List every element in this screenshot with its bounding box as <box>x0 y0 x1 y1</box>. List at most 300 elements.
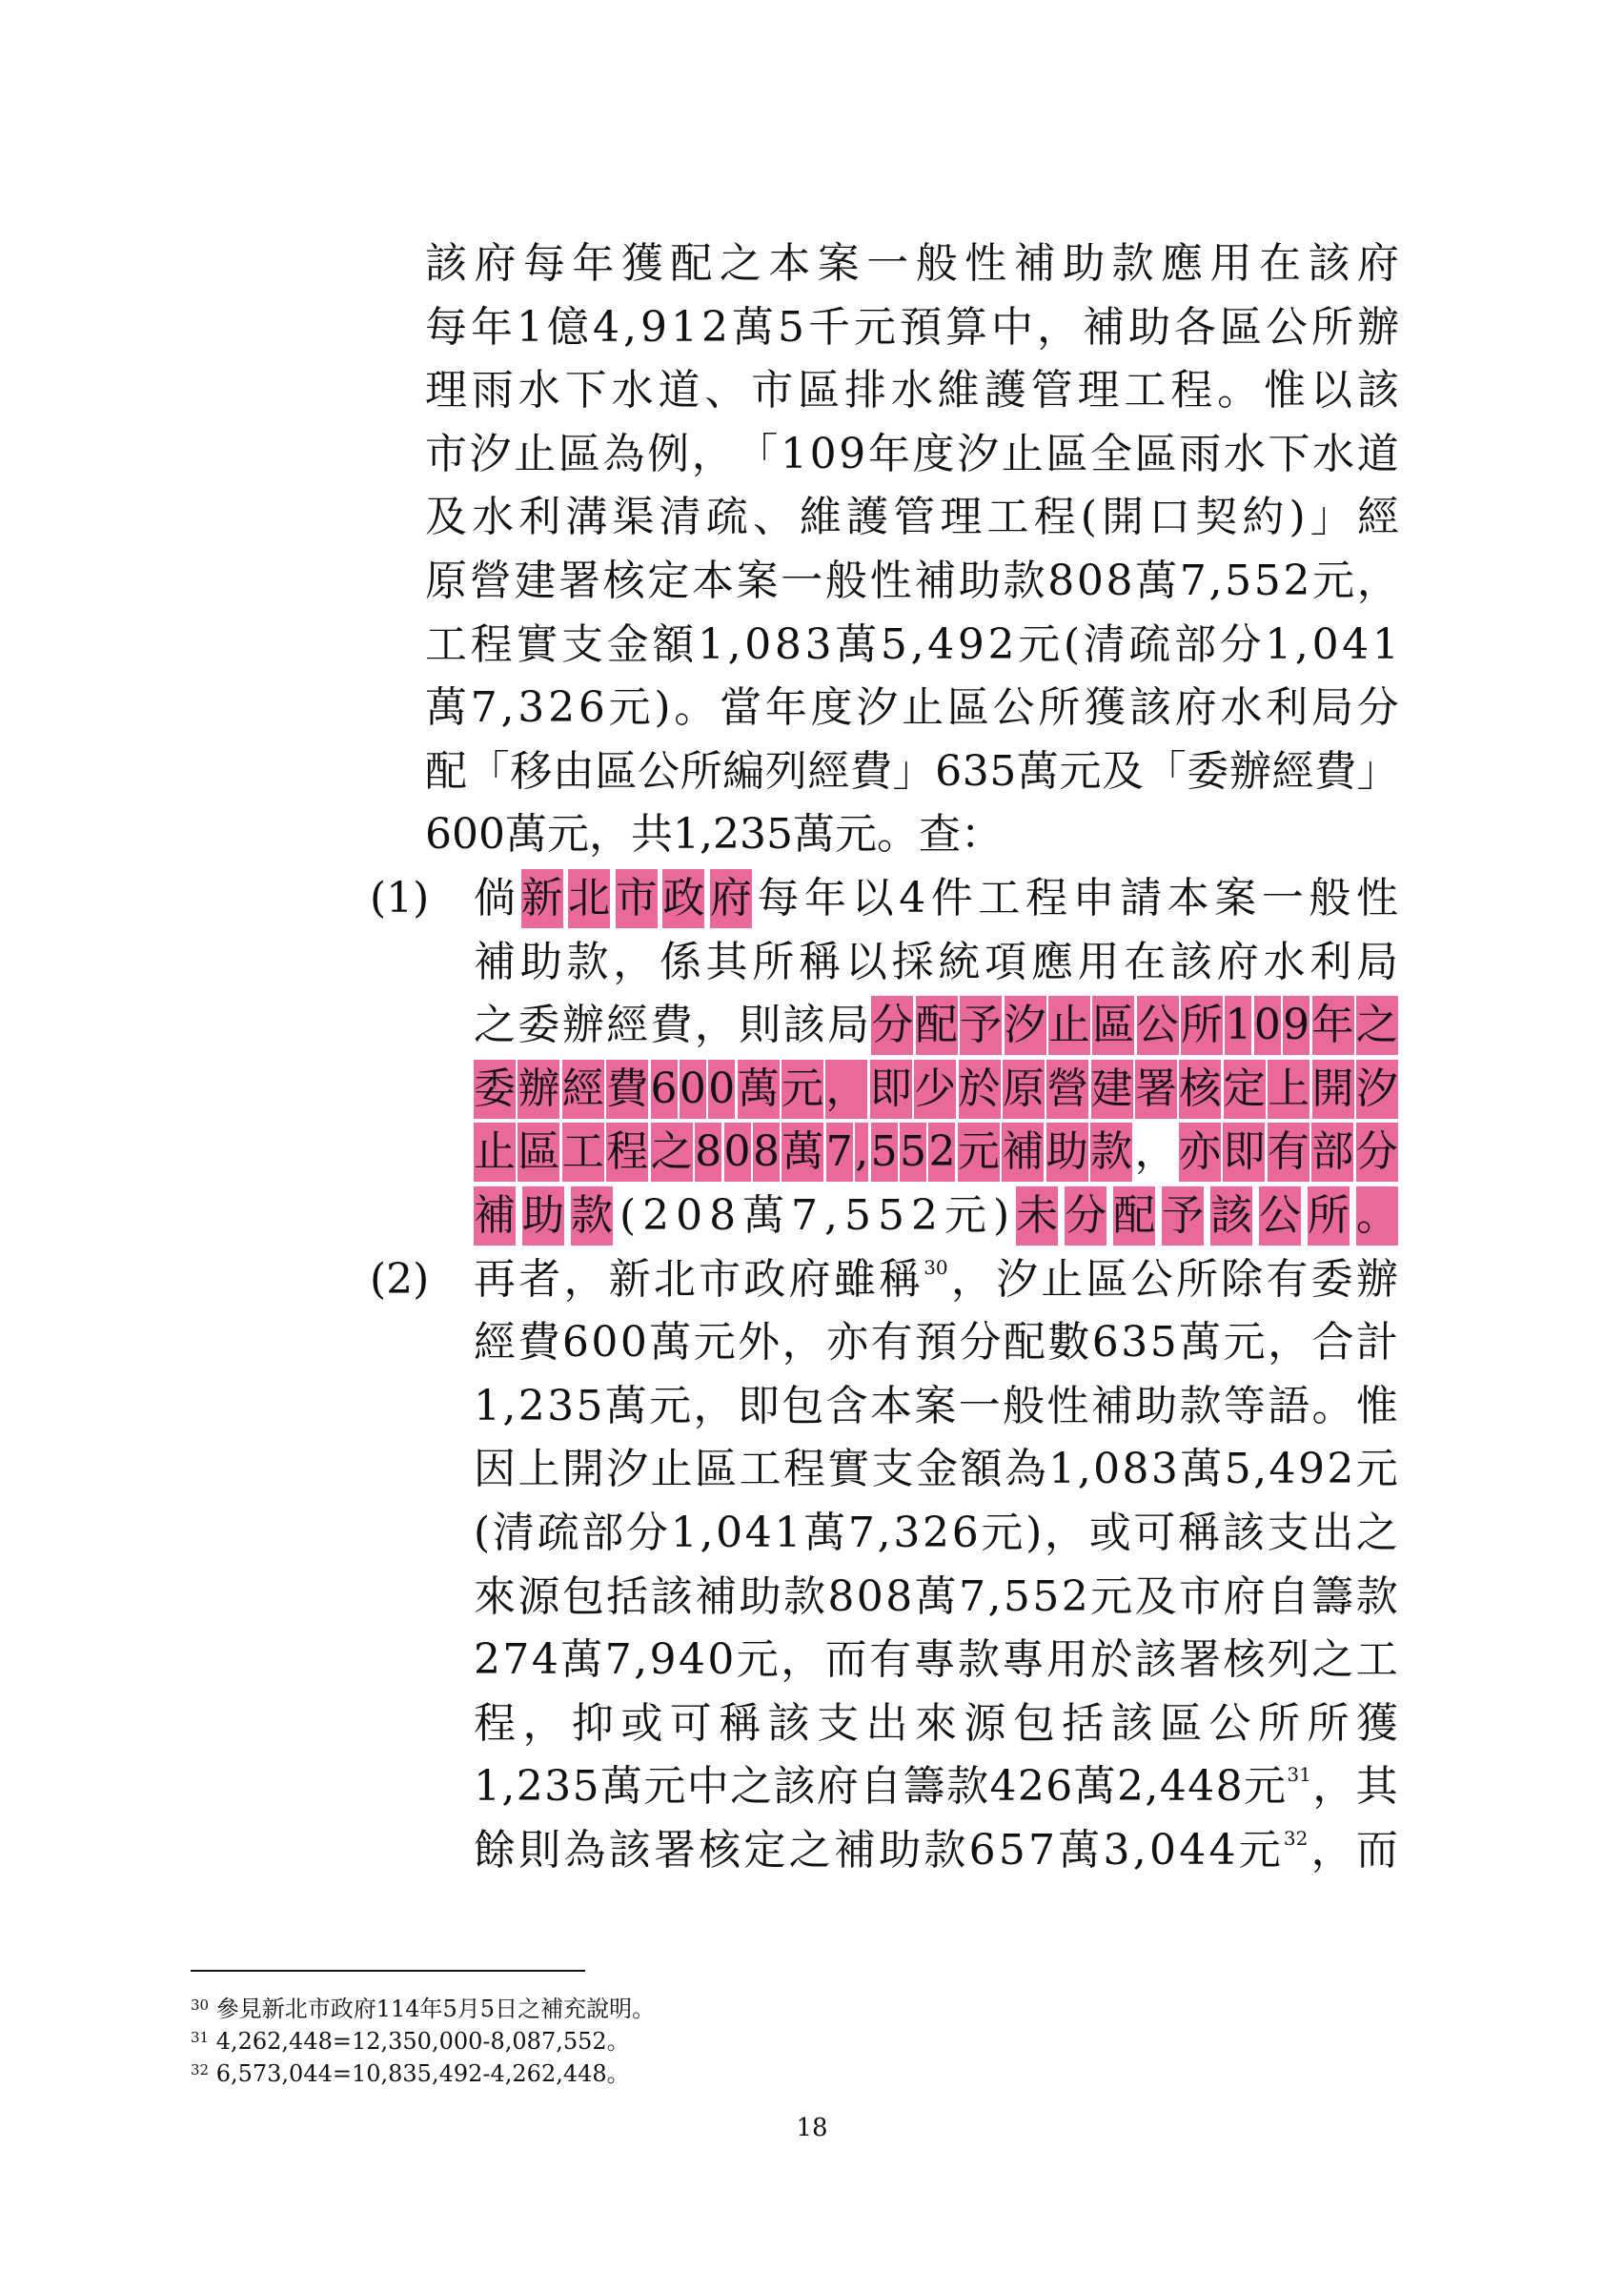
text-char: 5 <box>998 1826 1025 1875</box>
text-char: 4 <box>593 302 619 352</box>
text-char: 含 <box>825 1381 868 1430</box>
text-char: 分 <box>625 1509 668 1557</box>
text-char: 金 <box>606 619 649 669</box>
text-char: 萬 <box>604 1381 647 1430</box>
text-char: 營 <box>469 557 512 605</box>
footnote-ref[interactable]: 31 <box>1287 1763 1311 1787</box>
text-char: 府 <box>1223 1571 1266 1621</box>
text-char: , <box>1253 1445 1268 1494</box>
text-char: 般 <box>1309 874 1351 922</box>
text-char: ， <box>950 1254 993 1304</box>
highlight-char: 助 <box>522 1186 564 1246</box>
text-char: 一 <box>866 239 909 288</box>
text-char: 契 <box>1195 493 1238 542</box>
text-char: 雨 <box>1179 429 1222 478</box>
text-char: 萬 <box>803 1509 846 1557</box>
text-char: 1 <box>1265 619 1292 669</box>
text-char: 支 <box>1267 1509 1309 1557</box>
text-char: 辦 <box>561 1001 604 1050</box>
text-char: 用 <box>1209 239 1252 288</box>
text-char: 元 <box>736 1635 779 1685</box>
text-char: 括 <box>1062 1698 1105 1748</box>
text-char: 萬 <box>835 619 878 669</box>
text-char: 則 <box>518 1826 561 1875</box>
intro-line <box>425 552 1399 611</box>
text-char: 額 <box>960 1445 1003 1494</box>
text-char: 萬 <box>425 683 467 733</box>
highlight-char: 年 <box>1312 996 1354 1055</box>
text-char: 5 <box>1224 1445 1251 1494</box>
intro-line <box>425 425 1399 484</box>
item2-line <box>474 1440 1398 1499</box>
item2-line <box>474 1694 1398 1753</box>
text-char: 係 <box>659 937 701 986</box>
text-char: 5 <box>576 1381 603 1430</box>
text-char: ， <box>1037 302 1079 352</box>
text-char: 2 <box>1327 1445 1354 1494</box>
text-char: 。 <box>1311 1381 1354 1430</box>
text-char: 汐 <box>996 1254 1039 1304</box>
text-char: ( <box>1063 619 1080 669</box>
highlight-char: 6 <box>651 1060 678 1119</box>
text-char: 部 <box>1173 619 1216 669</box>
text-char: 因 <box>474 1445 516 1494</box>
highlight-char: 區 <box>518 1123 559 1182</box>
highlight-char: 分 <box>1356 1123 1398 1182</box>
highlight-char: 新 <box>521 869 563 928</box>
highlight-char: 汐 <box>1005 996 1046 1055</box>
text-char: 元 <box>1090 1571 1133 1621</box>
text-char: 可 <box>1133 1509 1176 1557</box>
text-char: ， <box>781 1635 823 1685</box>
text-char: 該 <box>608 1826 651 1875</box>
text-char: 億 <box>547 302 589 352</box>
text-char: 府 <box>816 1762 859 1812</box>
text-char: 及 <box>1102 746 1145 796</box>
text-char: 「 <box>467 746 510 796</box>
text-char: 0 <box>856 1571 883 1621</box>
text-char: 萬 <box>649 1318 692 1368</box>
highlight-char: 亦 <box>1179 1123 1221 1182</box>
text-char: 府 <box>788 1254 831 1304</box>
text-char: 委 <box>1187 746 1229 796</box>
text-char: 水 <box>1312 429 1355 478</box>
text-char: 元 <box>1355 1445 1398 1494</box>
text-char: 源 <box>964 1698 1006 1748</box>
text-char: 、 <box>752 493 795 542</box>
text-char: 7 <box>791 1191 819 1240</box>
text-char: 萬 <box>599 1762 642 1812</box>
text-char: 6 <box>968 1826 996 1875</box>
highlight-char: 即 <box>870 1060 912 1119</box>
text-char: 年 <box>867 429 910 478</box>
text-char: 分 <box>959 1318 1002 1368</box>
text-char: 移 <box>510 746 553 796</box>
text-char: 7 <box>1179 557 1207 605</box>
text-char: 該 <box>650 1571 693 1621</box>
text-char: 7 <box>502 1635 530 1685</box>
text-char: 包 <box>561 1571 604 1621</box>
text-char: 元 <box>1243 1762 1286 1812</box>
text-char: 各 <box>1174 302 1216 352</box>
text-char: 辦 <box>1355 1254 1398 1304</box>
text-char: 水 <box>1263 937 1306 986</box>
text-char: 元 <box>693 1318 736 1368</box>
text-char: 7 <box>604 1635 632 1685</box>
text-char: 9 <box>957 619 985 669</box>
text-char: 般 <box>1003 1381 1045 1430</box>
text-char: ) <box>1025 1509 1043 1557</box>
item1-line <box>474 996 1398 1055</box>
footnote <box>191 2058 630 2089</box>
item1-line <box>474 869 1398 928</box>
text-char: 經 <box>807 746 850 796</box>
highlight-char: 補 <box>474 1186 516 1246</box>
text-char: 稱 <box>799 937 842 986</box>
text-char: 。 <box>674 683 717 733</box>
text-char: 金 <box>916 1445 959 1494</box>
text-char: 每 <box>425 302 467 352</box>
text-char: ， <box>1310 1826 1353 1875</box>
text-char: 實 <box>827 1445 870 1494</box>
text-char: 程 <box>470 619 513 669</box>
highlight-char: , <box>855 1123 868 1182</box>
text-char: 2 <box>1017 1762 1045 1812</box>
text-char: 道 <box>1356 429 1399 478</box>
text-char: 6 <box>561 1318 589 1368</box>
text-char: 費 <box>1314 746 1357 796</box>
text-char: , <box>1077 1445 1091 1494</box>
text-char: 萬 <box>1180 1445 1223 1494</box>
text-char: 4 <box>989 1762 1017 1812</box>
text-char: 經 <box>1271 746 1314 796</box>
text-char: 9 <box>640 302 667 352</box>
text-char: 計 <box>1355 1318 1398 1368</box>
text-char: 公 <box>1266 302 1308 352</box>
highlight-char: 配 <box>1113 1186 1155 1246</box>
intro-line <box>425 679 1399 738</box>
text-char: 渠 <box>612 493 655 542</box>
text-char: 配 <box>670 239 713 288</box>
text-segment: 600萬元，共1,235萬元。查： <box>425 810 1003 860</box>
footnote-text: 6,573,044=10,835,492-4,262,448。 <box>209 2060 630 2087</box>
text-char: 排 <box>844 366 887 415</box>
text-char: 6 <box>951 1509 979 1557</box>
text-char: 自 <box>860 1762 903 1812</box>
text-char: 1 <box>670 1509 698 1557</box>
text-char: 1 <box>1371 619 1399 669</box>
item2-line <box>474 1631 1398 1690</box>
text-char: 公 <box>992 683 1035 733</box>
text-char: 該 <box>1222 1509 1265 1557</box>
highlight-char: 工 <box>562 1123 604 1182</box>
text-char: 案 <box>914 1381 957 1430</box>
footnote-number: 31 <box>191 2029 210 2046</box>
text-char: 5 <box>778 302 804 352</box>
text-char: 下 <box>564 366 607 415</box>
text-char: 以 <box>844 937 887 986</box>
text-char: 護 <box>984 366 1026 415</box>
text-char: 有 <box>870 1318 913 1368</box>
footnote-ref[interactable]: 30 <box>924 1255 948 1279</box>
text-char: 水 <box>1223 429 1266 478</box>
text-char: 一 <box>958 1381 1001 1430</box>
text-char: 水 <box>1220 683 1263 733</box>
text-char: 1 <box>781 429 807 478</box>
text-char: 2 <box>1117 1762 1145 1812</box>
text-char: 元 <box>1059 746 1102 796</box>
text-char: 補 <box>833 1826 876 1875</box>
text-char: 署 <box>558 557 600 605</box>
text-char: 本 <box>1167 874 1209 922</box>
text-char: 支 <box>871 1445 914 1494</box>
footnote-text: 4,262,448=12,350,000-8,087,552。 <box>209 2028 630 2055</box>
highlight-char: 署 <box>1135 1060 1177 1119</box>
text-char: 用 <box>1045 1635 1088 1685</box>
text-char: 2 <box>516 1762 543 1812</box>
text-char: 5 <box>572 1762 599 1812</box>
text-char: 3 <box>544 1762 572 1812</box>
text-char: 件 <box>930 874 973 922</box>
highlight-char: 原 <box>1003 1060 1045 1119</box>
intro-line <box>425 488 1399 547</box>
item2-line <box>474 1568 1398 1627</box>
highlight-char: 有 <box>1268 1123 1309 1182</box>
item1-line <box>474 933 1398 992</box>
text-char: 助 <box>1135 1381 1178 1430</box>
highlight-char: 少 <box>914 1060 956 1119</box>
text-char: 助 <box>739 1571 782 1621</box>
text-char: 統 <box>938 937 981 986</box>
text-char: 程 <box>1033 493 1076 542</box>
text-char: 款 <box>1179 1381 1222 1430</box>
text-char: 等 <box>1223 1381 1266 1430</box>
text-char: 款 <box>566 937 609 986</box>
intro-line <box>425 616 1399 675</box>
text-char: 「 <box>1144 746 1187 796</box>
text-char: 數 <box>1047 1318 1090 1368</box>
text-char: 程 <box>1025 874 1067 922</box>
text-char: 工 <box>1124 366 1167 415</box>
text-char: 用 <box>1077 937 1120 986</box>
text-char: 支 <box>817 1698 860 1748</box>
text-char: ( <box>474 1509 491 1557</box>
text-char: 來 <box>474 1571 516 1621</box>
text-char: , <box>634 1635 648 1685</box>
text-char: 程 <box>474 1698 516 1748</box>
text-char: 預 <box>900 302 942 352</box>
text-char: 。 <box>1217 366 1260 415</box>
text-char: 般 <box>824 557 867 605</box>
text-char: 署 <box>653 1826 696 1875</box>
text-char: 署 <box>1179 1635 1222 1685</box>
highlight-char: 分 <box>1065 1186 1106 1246</box>
text-char: 項 <box>985 937 1027 986</box>
text-char: ) <box>654 683 671 733</box>
text-char: 或 <box>1088 1509 1131 1557</box>
text-char: 5 <box>1003 1571 1030 1621</box>
text-char: 2 <box>923 1509 950 1557</box>
text-char: ， <box>613 937 656 986</box>
text-char: 萬 <box>560 1635 603 1685</box>
text-char: 區 <box>946 683 989 733</box>
text-char: 府 <box>1356 239 1399 288</box>
item2-line <box>474 1313 1398 1372</box>
text-char: 出 <box>1311 1509 1354 1557</box>
text-char: 款 <box>1355 1571 1398 1621</box>
text-char: 之 <box>1311 1635 1354 1685</box>
item1-line <box>474 1123 1398 1182</box>
text-char: 工 <box>1355 1635 1398 1685</box>
text-char: 1 <box>474 1381 500 1430</box>
text-char: 6 <box>578 683 605 733</box>
text-char: 列 <box>1267 1635 1309 1685</box>
text-char: 經 <box>474 1318 516 1368</box>
text-char: 萬 <box>1058 1826 1101 1875</box>
highlight-char: ， <box>825 1060 867 1119</box>
text-char: 分 <box>1219 619 1262 669</box>
text-char: 4 <box>744 1509 772 1557</box>
text-char: 3 <box>518 683 545 733</box>
text-char: 7 <box>470 683 497 733</box>
text-char: ， <box>691 429 734 478</box>
text-char: 額 <box>652 619 695 669</box>
text-char: 5 <box>880 619 907 669</box>
highlight-char: 助 <box>1046 1123 1088 1182</box>
text-char: 北 <box>653 1254 696 1304</box>
text-char: 為 <box>602 429 645 478</box>
text-char: 理 <box>1077 366 1120 415</box>
footnote-number: 30 <box>191 1996 210 2014</box>
highlight-char: 核 <box>1179 1060 1221 1119</box>
text-char: , <box>987 1571 1002 1621</box>
text-char: 清 <box>659 493 701 542</box>
text-char: 2 <box>548 683 576 733</box>
text-char: 市 <box>425 429 467 478</box>
footnote-ref[interactable]: 32 <box>1283 1827 1309 1850</box>
text-char: 止 <box>902 683 944 733</box>
text-char: 局 <box>1311 683 1354 733</box>
text-char: 市 <box>751 366 794 415</box>
text-char: 萬 <box>1016 746 1059 796</box>
text-char: 補 <box>695 1571 738 1621</box>
text-char: 該 <box>773 1762 816 1812</box>
highlight-char: 於 <box>959 1060 1001 1119</box>
text-char: 助 <box>519 937 562 986</box>
text-char: 疏 <box>537 1509 579 1557</box>
highlight-char: 補 <box>1002 1123 1044 1182</box>
text-char: 獲 <box>1355 1698 1398 1748</box>
text-char: 之 <box>474 1001 516 1050</box>
text-char: 工 <box>986 493 1029 542</box>
text-char: 費 <box>849 746 892 796</box>
text-char: 3 <box>547 1381 575 1430</box>
highlight-char: 區 <box>1092 996 1134 1055</box>
text-char: 費 <box>650 1001 693 1050</box>
text-char: 而 <box>1355 1826 1398 1875</box>
text-char: 區 <box>1045 429 1088 478</box>
text-char: 8 <box>827 1571 855 1621</box>
text-char: 9 <box>1297 1445 1325 1494</box>
text-char: 來 <box>914 1698 957 1748</box>
text-char: , <box>501 1762 516 1812</box>
text-char: 5 <box>878 1191 904 1240</box>
text-char: 外 <box>738 1318 781 1368</box>
text-char: 源 <box>518 1571 560 1621</box>
text-char: 道 <box>658 366 700 415</box>
text-char: 0 <box>676 1191 703 1240</box>
text-char: 定 <box>647 557 690 605</box>
text-char: 2 <box>987 619 1015 669</box>
text-char: 」 <box>1356 746 1399 796</box>
text-char: 0 <box>1311 619 1339 669</box>
text-char: 補 <box>1013 239 1056 288</box>
text-char: 4 <box>1179 1826 1207 1875</box>
text-char: 在 <box>1258 239 1301 288</box>
text-char: 8 <box>1122 1445 1149 1494</box>
text-char: 2 <box>474 1635 500 1685</box>
text-char: 8 <box>1106 557 1133 605</box>
text-char: 度 <box>810 683 853 733</box>
text-char: 款 <box>957 1635 1000 1685</box>
text-char: 倘 <box>474 874 516 922</box>
text-char: 5 <box>1253 557 1281 605</box>
text-char: 之 <box>719 239 761 288</box>
text-char: 核 <box>1223 1635 1266 1685</box>
text-char: 及 <box>1134 1571 1177 1621</box>
text-char: 本 <box>869 1381 912 1430</box>
text-char: 4 <box>927 619 955 669</box>
highlight-char: 9 <box>1283 996 1309 1055</box>
text-char: 水 <box>518 366 560 415</box>
text-char: 所 <box>1175 1254 1218 1304</box>
text-char: , <box>1145 1762 1159 1812</box>
text-char: ， <box>693 1381 736 1430</box>
text-char: 一 <box>1261 874 1304 922</box>
text-char: 3 <box>1150 1445 1178 1494</box>
text-char: , <box>500 683 515 733</box>
text-char: 申 <box>1072 874 1115 922</box>
text-char: 所 <box>1258 1698 1300 1748</box>
highlight-char: 之 <box>1356 996 1398 1055</box>
text-char: 區 <box>1134 429 1177 478</box>
highlight-char: 程 <box>606 1123 648 1182</box>
text-char: 0 <box>1093 1445 1121 1494</box>
text-char: 其 <box>1355 1762 1398 1812</box>
text-char: , <box>910 619 924 669</box>
text-char: 水 <box>890 366 933 415</box>
highlight-char: 止 <box>1048 996 1090 1055</box>
text-char: 護 <box>846 493 889 542</box>
highlight-char: 經 <box>562 1060 604 1119</box>
item1-label: (1) <box>370 874 430 922</box>
text-char: 維 <box>800 493 842 542</box>
highlight-char: 0 <box>708 1060 735 1119</box>
text-char: ， <box>694 1001 737 1050</box>
text-char: 汐 <box>957 429 1000 478</box>
text-char: 中 <box>686 1762 729 1812</box>
text-char: 辦 <box>1228 746 1271 796</box>
text-char: 助 <box>958 557 1001 605</box>
highlight-char: 7 <box>826 1123 853 1182</box>
text-char: 水 <box>472 493 515 542</box>
text-char: 元 <box>944 1191 986 1240</box>
text-char: 性 <box>1355 874 1398 922</box>
text-char: 抑 <box>571 1698 614 1748</box>
highlight-char: 1 <box>1225 996 1251 1055</box>
footnote <box>191 1994 655 2024</box>
text-char: 部 <box>581 1509 624 1557</box>
